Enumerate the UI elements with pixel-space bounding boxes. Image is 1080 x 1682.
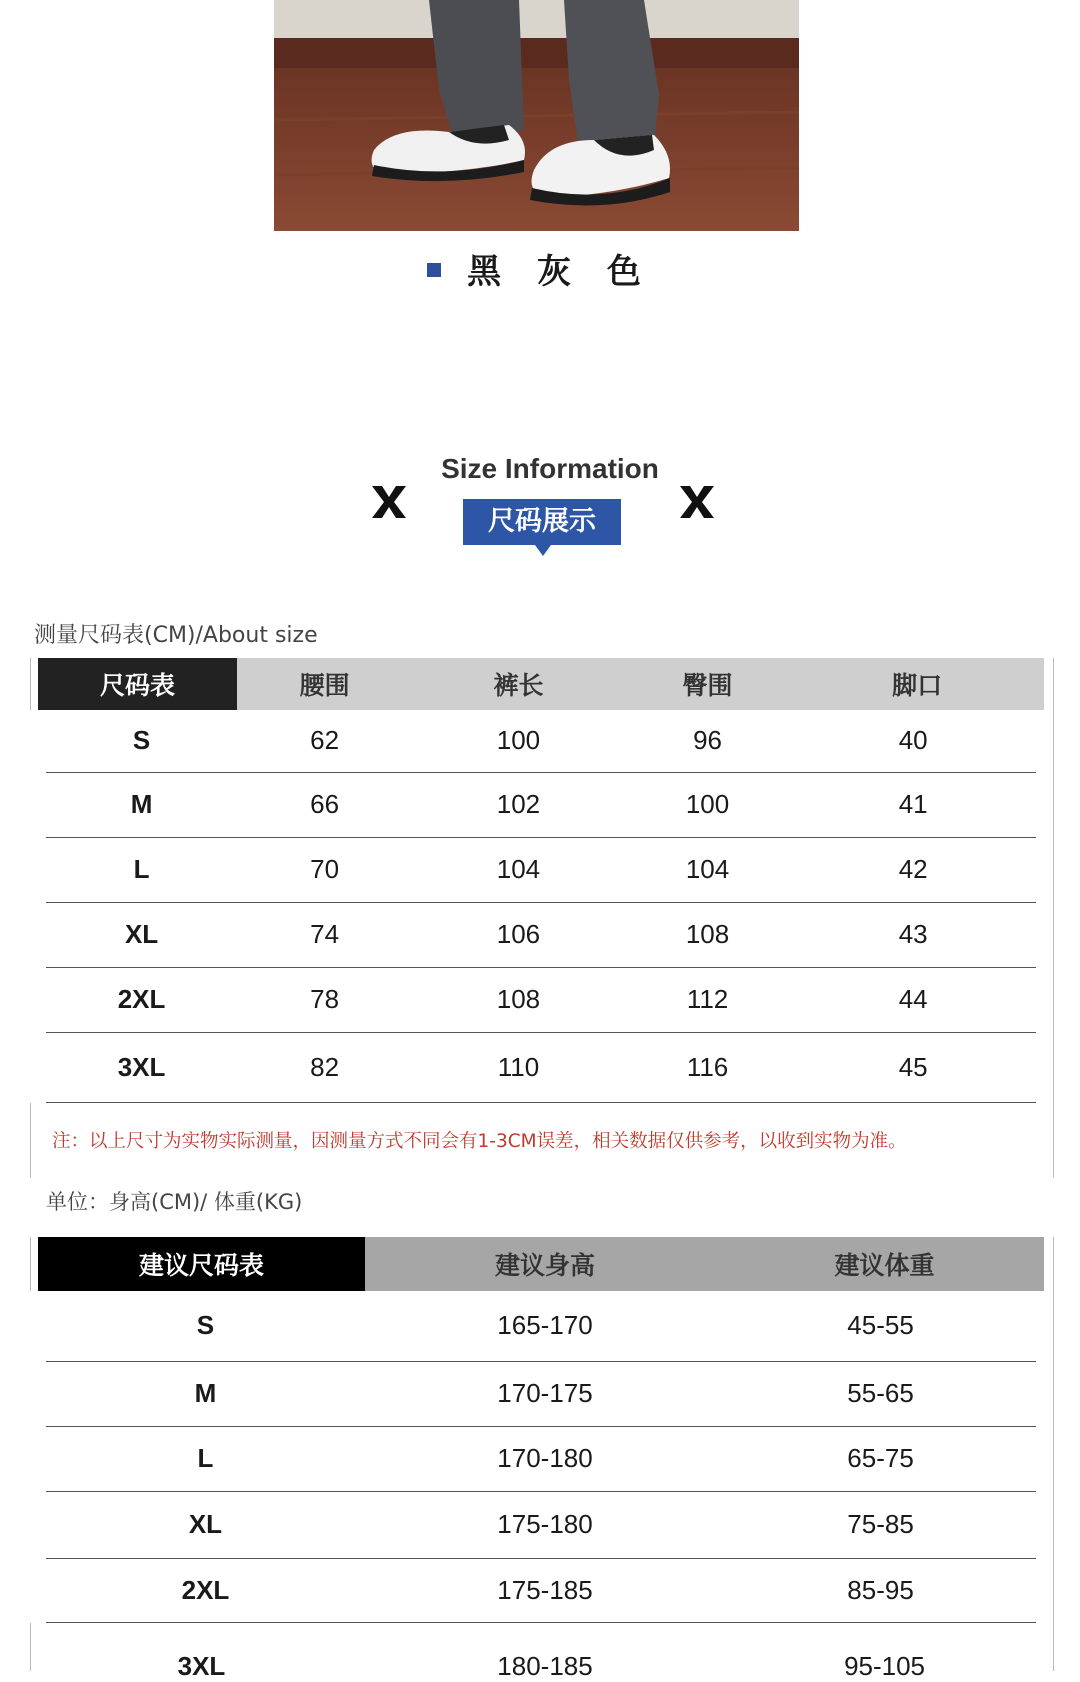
table-row [38, 1491, 1044, 1558]
table-cell: 45-55 [725, 1291, 1044, 1361]
table-cell: 106 [412, 902, 625, 967]
table-cell: 104 [412, 837, 625, 902]
table-row [38, 967, 1044, 1032]
table-cell: 85-95 [725, 1558, 1044, 1622]
table-header: 建议尺码表 [38, 1237, 365, 1291]
table-cell: 170-180 [365, 1426, 725, 1491]
table-header: 建议体重 [725, 1237, 1044, 1291]
table-cell: 165-170 [365, 1291, 725, 1361]
table-cell: 100 [625, 772, 791, 837]
table-header: 臀围 [625, 658, 791, 710]
table-cell: 116 [625, 1032, 791, 1102]
color-swatch [427, 263, 441, 277]
section-title-badge: 尺码展示 [463, 499, 621, 545]
table-cell: 55-65 [725, 1361, 1044, 1426]
size-cell: S [38, 1291, 365, 1361]
color-label [0, 244, 1080, 293]
table-row [38, 1558, 1044, 1622]
size-cell: S [38, 710, 237, 772]
size-cell: M [38, 1361, 365, 1426]
size-cell: 2XL [38, 967, 237, 1032]
size-cell: XL [38, 902, 237, 967]
table-cell: 95-105 [844, 1651, 926, 1681]
table-cell: 75-85 [725, 1491, 1044, 1558]
table-cell: 108 [625, 902, 791, 967]
size-cell: XL [38, 1491, 365, 1558]
product-photo [274, 0, 799, 231]
size-cell: M [38, 772, 237, 837]
table-header: 脚口 [790, 658, 1044, 710]
table-cell: 43 [790, 902, 1044, 967]
table-header: 裤长 [412, 658, 625, 710]
table-cell: 104 [625, 837, 791, 902]
table-cell: 74 [237, 902, 412, 967]
table-cell: 112 [625, 967, 791, 1032]
table-cell: 170-175 [365, 1361, 725, 1426]
measure-table-subtitle: 测量尺码表(CM)/About size [34, 623, 318, 648]
table-cell: 45 [790, 1032, 1044, 1102]
x-mark-icon [678, 484, 716, 520]
size-cell: 3XL [177, 1651, 226, 1681]
size-cell: L [38, 1426, 365, 1491]
table-row [38, 1032, 1044, 1102]
color-name: 黑 灰 色 [467, 252, 653, 292]
table-cell: 42 [790, 837, 1044, 902]
table-cell: 175-185 [365, 1558, 725, 1622]
table-row [38, 837, 1044, 902]
table-row [38, 1291, 1044, 1361]
table-cell: 44 [790, 967, 1044, 1032]
table-cell: 110 [412, 1032, 625, 1102]
size-cell: 2XL [38, 1558, 365, 1622]
table-cell: 40 [790, 710, 1044, 772]
size-cell: L [38, 837, 237, 902]
table-cell: 41 [790, 772, 1044, 837]
table-cell: 96 [625, 710, 791, 772]
table-header: 建议身高 [365, 1237, 725, 1291]
table-cell: 82 [237, 1032, 412, 1102]
x-mark-icon [370, 484, 408, 520]
table-row [38, 902, 1044, 967]
table-cell: 78 [237, 967, 412, 1032]
measurement-note: 注：以上尺寸为实物实际测量，因测量方式不同会有1-3CM误差，相关数据仅供参考，以收到实物为准。 [52, 1131, 907, 1152]
table-cell: 102 [412, 772, 625, 837]
table-cell: 100 [412, 710, 625, 772]
table-cell: 180-185 [497, 1651, 593, 1681]
table-cell: 66 [237, 772, 412, 837]
table-header: 腰围 [237, 658, 412, 710]
table-row [38, 1426, 1044, 1491]
table-cell: 108 [412, 967, 625, 1032]
table-cell: 70 [237, 837, 412, 902]
table-cell: 65-75 [725, 1426, 1044, 1491]
table-row [38, 772, 1044, 837]
table-header: 尺码表 [38, 658, 237, 710]
suggest-table [30, 1237, 1052, 1682]
table-row [38, 1622, 1044, 1682]
unit-label: 单位：身高(CM)/ 体重(KG) [46, 1190, 303, 1214]
table-row [38, 710, 1044, 772]
section-title-en: Size Information [441, 453, 659, 484]
table-cell: 62 [237, 710, 412, 772]
table-row [38, 1361, 1044, 1426]
size-cell: 3XL [38, 1032, 237, 1102]
table-cell: 175-180 [365, 1491, 725, 1558]
measure-table [30, 658, 1052, 1103]
